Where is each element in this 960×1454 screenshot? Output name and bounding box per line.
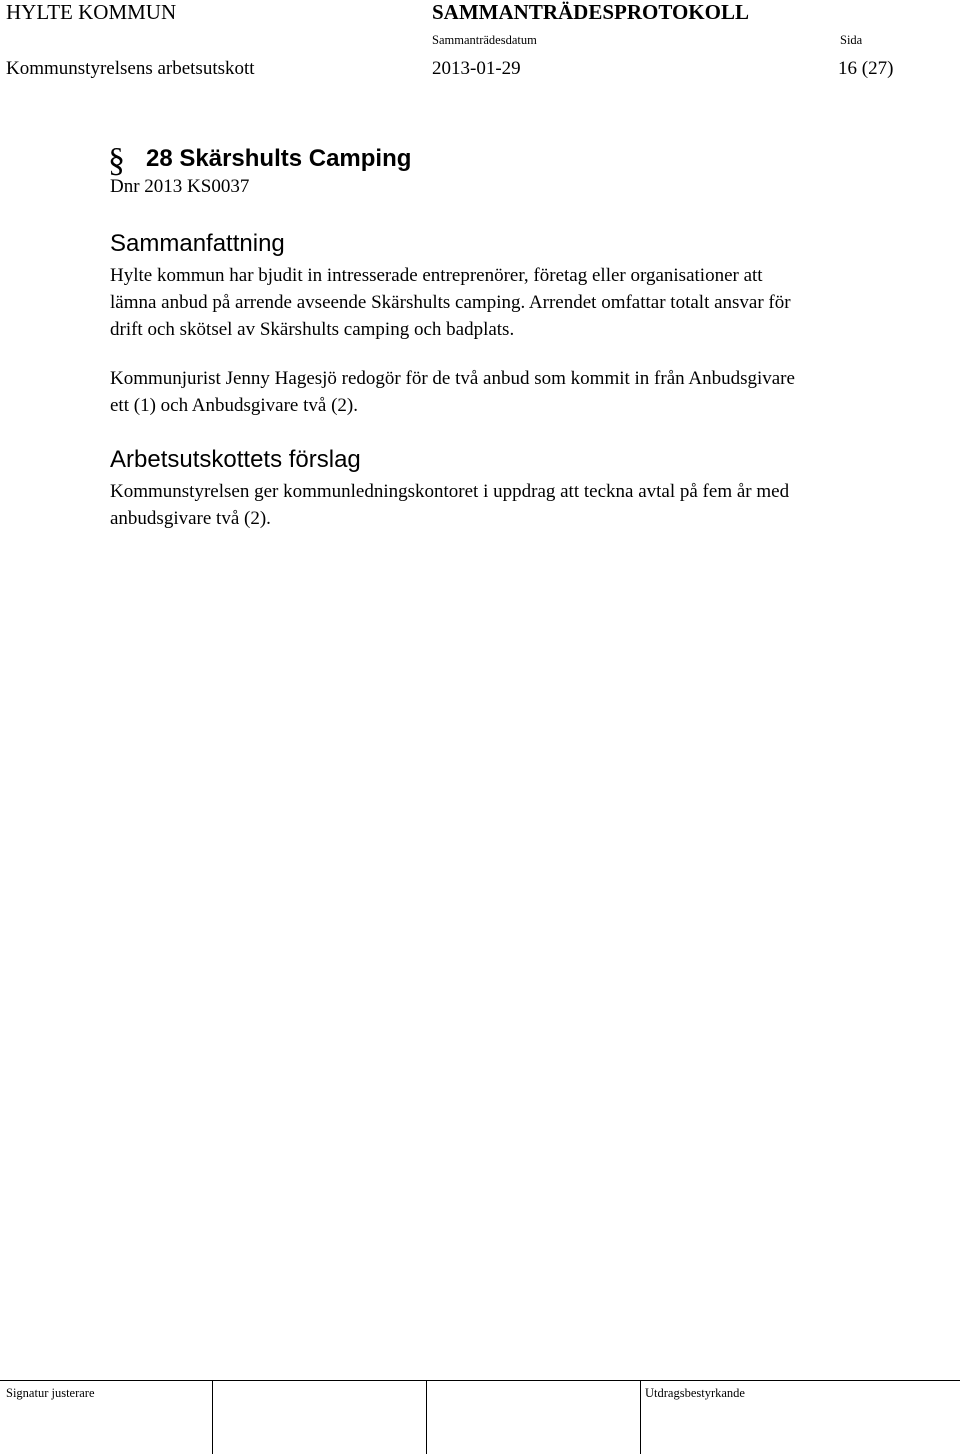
- footer-cell-divider: [212, 1380, 213, 1454]
- summary-paragraph: [110, 262, 791, 343]
- footer-divider: [0, 1380, 960, 1381]
- footer-cell-divider: [426, 1380, 427, 1454]
- text-line: ett (1) och Anbudsgivare två (2).: [110, 395, 358, 416]
- proposal-paragraph: [110, 478, 789, 532]
- case-number: Dnr 2013 KS0037: [110, 176, 250, 197]
- signature-label: Signatur justerare: [6, 1386, 95, 1400]
- meeting-date: 2013-01-29: [432, 58, 521, 79]
- organization-name: HYLTE KOMMUN: [6, 0, 177, 24]
- text-line: Hylte kommun har bjudit in intresserade entreprenörer, företag eller organisationer att: [110, 265, 763, 286]
- meeting-date-label: Sammanträdesdatum: [432, 33, 537, 47]
- extract-certification-label: Utdragsbestyrkande: [645, 1386, 745, 1400]
- page-number: 16 (27): [838, 58, 894, 79]
- summary-heading: Sammanfattning: [110, 230, 285, 257]
- text-line: lämna anbud på arrende avseende Skärshults camping. Arrendet omfattar totalt ansvar för: [110, 292, 791, 313]
- page-label: Sida: [840, 33, 863, 47]
- text-line: anbudsgivare två (2).: [110, 508, 271, 529]
- text-line: drift och skötsel av Skärshults camping och badplats.: [110, 319, 515, 340]
- footer-cell-divider: [640, 1380, 641, 1454]
- proposal-heading: Arbetsutskottets förslag: [110, 446, 361, 473]
- paragraph-symbol: §: [108, 142, 125, 179]
- committee-name: Kommunstyrelsens arbetsutskott: [6, 58, 255, 79]
- text-line: Kommunjurist Jenny Hagesjö redogör för de två anbud som kommit in från Anbudsgivare: [110, 368, 795, 389]
- text-line: Kommunstyrelsen ger kommunledningskontoret i uppdrag att teckna avtal på fem år med: [110, 481, 790, 502]
- summary-paragraph-2: [110, 365, 795, 419]
- document-type: SAMMANTRÄDESPROTOKOLL: [432, 0, 749, 24]
- section-title: 28 Skärshults Camping: [146, 145, 412, 172]
